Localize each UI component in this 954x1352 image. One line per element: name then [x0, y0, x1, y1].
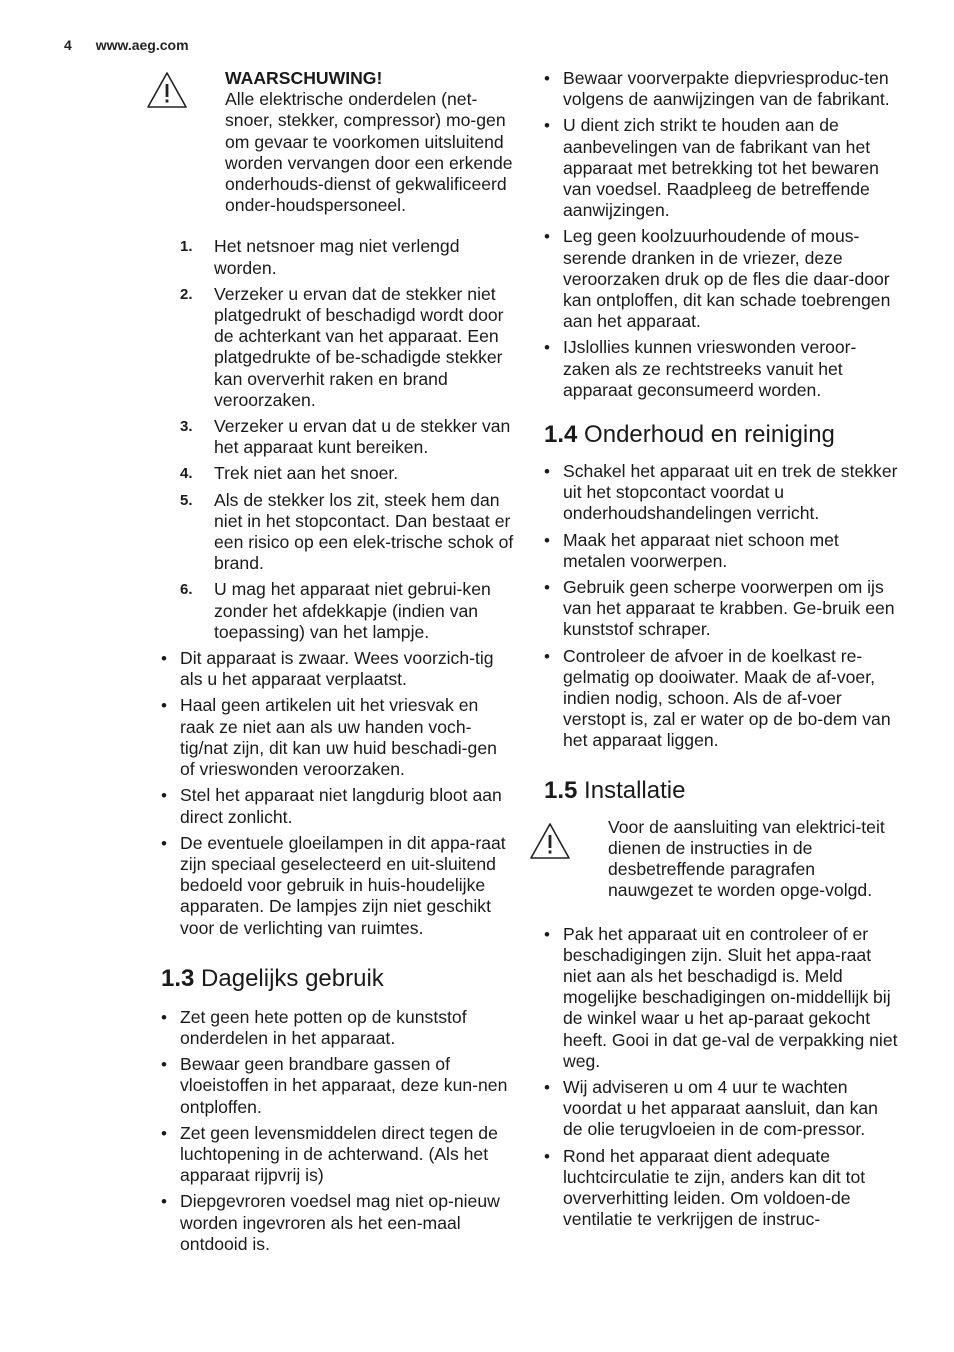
section-number: 1.4	[544, 421, 578, 449]
left-column	[145, 68, 515, 1260]
warning-block	[145, 68, 515, 216]
step-item	[145, 490, 515, 575]
bullet-item: • Bewaar geen brandbare gassen of vloeistoffen in het apparaat, deze kun-nen ontploffen.	[145, 1054, 515, 1118]
installation-warning-text: Voor de aansluiting van elektrici-teit dienen de instructies in de desbetreffende paragrafen nauwgezet te worden opge-volgd.	[608, 816, 885, 901]
step-text: U mag het apparaat niet gebrui-ken zonder het afdekkapje (indien van toepassing) van het lampje.	[214, 579, 491, 642]
bullet-item: • Gebruik geen scherpe voorwerpen om ijs van het apparaat te krabben. Ge-bruik een kunststof schraper.	[528, 577, 900, 641]
installation-warning-block	[528, 817, 900, 902]
section-title: Onderhoud en reiniging	[584, 421, 835, 449]
bullet-item: • Wij adviseren u om 4 uur te wachten voordat u het apparaat aansluit, dan kan de olie terugvloeien in de com-pressor.	[528, 1077, 900, 1141]
section-heading-1-5	[528, 777, 900, 805]
bullet-item: • De eventuele gloeilampen in dit appa-raat zijn speciaal geselecteerd en uit-sluitend bedoeld voor gebruik in huis-houdelijke apparaten. De lampjes zijn niet geschikt voor de verlichting van ruimtes.	[145, 833, 515, 939]
bullet-item: • Bewaar voorverpakte diepvriesproduc-ten volgens de aanwijzingen van de fabrikant.	[528, 68, 900, 110]
bullet-item: • Maak het apparaat niet schoon met metalen voorwerpen.	[528, 530, 900, 572]
steps-list	[145, 236, 515, 643]
step-item	[145, 236, 515, 278]
site-url: www.aeg.com	[95, 37, 189, 53]
bullet-item: • Diepgevroren voedsel mag niet op-nieuw worden ingevroren als het een-maal ontdooid is.	[145, 1191, 515, 1255]
page-header	[64, 37, 189, 53]
step-text: Als de stekker los zit, steek hem dan niet in het stopcontact. Dan bestaat er een risico op een elek-trische schok of brand.	[214, 489, 514, 574]
section-heading-1-4	[528, 421, 900, 449]
right-column	[528, 68, 900, 1235]
step-number: 4.	[180, 465, 193, 483]
step-item	[145, 463, 515, 484]
bullet-item: • U dient zich strikt te houden aan de aanbevelingen van de fabrikant van het apparaat met betrekking tot het bewaren van voedsel. Raadpleeg de betreffende aanwijzingen.	[528, 115, 900, 221]
safety-bullets	[145, 648, 515, 939]
warning-title: WAARSCHUWING!	[225, 68, 383, 88]
warning-triangle-icon	[528, 821, 572, 861]
bullet-item: • Leg geen koolzuurhoudende of mous-serende dranken in de vriezer, deze veroorzaken druk op de fles die daar-door kan ontploffen, dit kan schade toebrengen aan het apparaat.	[528, 226, 900, 332]
bullet-item: • Rond het apparaat dient adequate luchtcirculatie te zijn, anders kan dit tot oververhitting leiden. Om voldoen-de ventilatie te verkrijgen de instruc-	[528, 1146, 900, 1231]
bullet-item: • Zet geen levensmiddelen direct tegen de luchtopening in de achterwand. (Als het apparaat rijpvrij is)	[145, 1123, 515, 1187]
bullet-item: • Dit apparaat is zwaar. Wees voorzich-tig als u het apparaat verplaatst.	[145, 648, 515, 690]
step-number: 2.	[180, 285, 193, 303]
section-title: Dagelijks gebruik	[201, 964, 384, 992]
section-number: 1.5	[544, 776, 578, 804]
section-heading-1-3	[145, 965, 515, 993]
daily-use-bullets	[145, 1007, 515, 1255]
step-text: Trek niet aan het snoer.	[214, 463, 399, 484]
bullet-item: • Schakel het apparaat uit en trek de stekker uit het stopcontact voordat u onderhoudshandelingen verricht.	[528, 461, 900, 525]
bullet-item: • Controleer de afvoer in de koelkast re-gelmatig op dooiwater. Maak de af-voer, indien nodig, schoon. Als de af-voer verstopt is, zal er water op de bo-dem van het apparaat liggen.	[528, 646, 900, 752]
storage-bullets	[528, 68, 900, 401]
warning-text: Alle elektrische onderdelen (net-snoer, stekker, compressor) mo-gen om gevaar te voorkomen uitsluitend worden vervangen door een erkende onderhouds-dienst of gekwalificeerd onder-houdspersoneel.	[225, 89, 513, 216]
step-number: 3.	[180, 418, 193, 436]
bullet-item: • Pak het apparaat uit en controleer of er beschadigingen zijn. Sluit het appa-raat niet aan als het beschadigd is. Meld mogelijke beschadigingen on-middellijk bij de winkel waar u het ap-paraat gekocht heeft. Gooi in dat ge-val de verpakking niet weg.	[528, 924, 900, 1072]
bullet-item: • IJslollies kunnen vrieswonden veroor-zaken als ze rechtstreeks vanuit het apparaat geconsumeerd worden.	[528, 337, 900, 401]
step-number: 6.	[180, 581, 193, 599]
step-item	[145, 579, 515, 643]
step-number: 5.	[180, 491, 193, 509]
step-text: Verzeker u ervan dat u de stekker van het apparaat kunt bereiken.	[214, 416, 511, 458]
section-title: Installatie	[584, 776, 686, 804]
bullet-item: • Zet geen hete potten op de kunststof onderdelen in het apparaat.	[145, 1007, 515, 1049]
warning-triangle-icon	[145, 70, 189, 110]
installation-bullets	[528, 924, 900, 1231]
maintenance-bullets	[528, 461, 900, 752]
step-text: Verzeker u ervan dat de stekker niet platgedrukt of beschadigd wordt door de achterkant van het apparaat. Een platgedrukte of be-schadigde stekker kan oververhit raken en brand veroorzaken.	[214, 283, 504, 410]
step-item	[145, 284, 515, 411]
step-number: 1.	[180, 238, 193, 256]
page-number: 4	[64, 37, 72, 53]
step-item	[145, 416, 515, 458]
bullet-item: • Haal geen artikelen uit het vriesvak en raak ze niet aan als uw handen voch-tig/nat zijn, dit kan uw huid beschadi-gen of vrieswonden veroorzaken.	[145, 695, 515, 780]
section-number: 1.3	[161, 964, 195, 992]
bullet-item: • Stel het apparaat niet langdurig bloot aan direct zonlicht.	[145, 785, 515, 827]
step-text: Het netsnoer mag niet verlengd worden.	[214, 236, 460, 278]
